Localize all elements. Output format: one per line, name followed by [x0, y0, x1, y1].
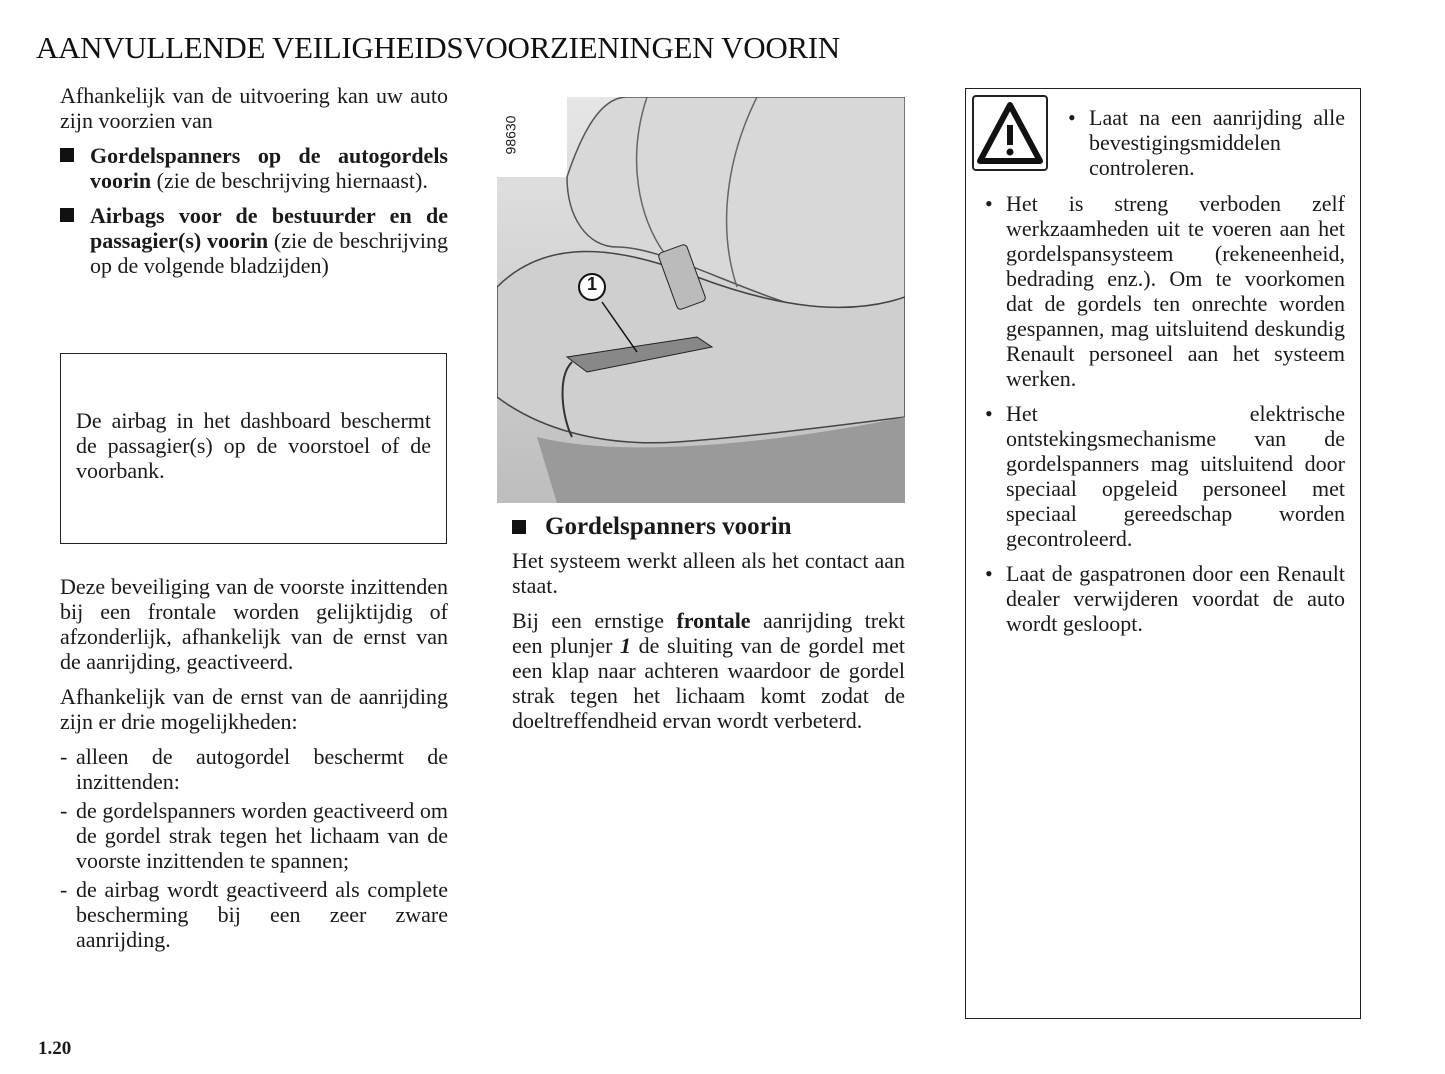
section-heading [512, 513, 905, 541]
list-item [90, 203, 448, 278]
paragraph: Deze beveiliging van de voorste inzittenden bij een frontale worden gelijktijdig of afzonderlijk, afhankelijk van de ernst van de aanrijding, geactiveerd. [60, 574, 448, 674]
intro-text: Afhankelijk van de uitvoering kan uw auto zijn voorzien van [60, 83, 448, 133]
warning-bullet [985, 401, 1345, 551]
info-box-text: De airbag in het dashboard beschermt de passagier(s) op de voorstoel of de voorbank. [76, 408, 431, 483]
dash-item: - de gordelspanners worden geactiveerd om de gordel strak tegen het lichaam van de voorste inzittenden te spannen; [60, 798, 448, 873]
paragraph: Het systeem werkt alleen als het contact aan staat. [512, 548, 905, 598]
list-item [90, 143, 448, 193]
bullet-icon: • [985, 401, 993, 426]
dash-item: - de airbag wordt geactiveerd als complete bescherming bij een zeer zware aanrijding. [60, 877, 448, 952]
bullet-icon: • [1068, 105, 1076, 130]
left-column [60, 83, 448, 288]
dash-item: - alleen de autogordel beschermt de inzittenden: [60, 744, 448, 794]
item-rest: (zie de beschrijving op de volgende bladzijden) [90, 228, 448, 278]
bullet-text: Laat de gaspatronen door een Renault dealer verwijderen voordat de auto wordt gesloopt. [1006, 561, 1345, 636]
bold-run: frontale [676, 608, 751, 633]
middle-column [512, 513, 905, 743]
item-rest: (zie de beschrijving hiernaast). [151, 168, 428, 193]
seatbelt-tensioner-illustration [497, 97, 905, 503]
warning-box [965, 88, 1361, 1019]
text-run: aanrijding trekt een plunjer [512, 608, 905, 658]
item-bold: Airbags voor de bestuurder en de passagier(s) voorin [90, 203, 448, 253]
page-number: 1.20 [38, 1038, 72, 1059]
bullet-text: Laat na een aanrijding alle bevestigingsmiddelen controleren. [1089, 105, 1345, 180]
callout-number: 1 [586, 274, 597, 294]
warning-triangle-icon [972, 95, 1048, 171]
square-bullet-icon [60, 148, 74, 162]
plunger-number: 1 [620, 633, 632, 658]
page-title: AANVULLENDE VEILIGHEIDSVOORZIENINGEN VOORIN [36, 30, 840, 65]
bullet-icon: • [985, 561, 993, 586]
square-bullet-icon [512, 520, 526, 534]
warning-bullet [985, 561, 1345, 636]
text-run: de sluiting van de gordel met een klap naar achteren waardoor de gordel strak tegen het lichaam komt zodat de doeltreffendheid ervan wordt verbeterd. [512, 633, 905, 733]
item-bold: Gordelspanners op de autogordels voorin [90, 143, 448, 193]
info-box [60, 353, 447, 544]
heading-text: Gordelspanners voorin [545, 513, 792, 540]
bullet-text: Het elektrische ontstekingsmechanisme van de gordelspanners mag uitsluitend door speciaal opgeleid personeel met speciaal gereedschap worden gecontroleerd. [1006, 401, 1345, 551]
text-run: Bij een ernstige [512, 608, 677, 633]
warning-bullet [985, 191, 1345, 391]
bullet-icon: • [985, 191, 993, 216]
bullet-text: Het is streng verboden zelf werkzaamheden uit te voeren aan het gordelspansysteem (rekeneenheid, bedrading enz.). Om te voorkomen dat de gordels ten onrechte worden gespannen, mag uitsluitend deskundig Renault personeel aan het systeem werken. [1006, 191, 1345, 391]
paragraph [512, 608, 905, 733]
seat-illustration [497, 97, 905, 503]
warning-bullet [1068, 105, 1345, 180]
left-lower [60, 574, 448, 956]
paragraph: Afhankelijk van de ernst van de aanrijding zijn er drie mogelijkheden: [60, 684, 448, 734]
figure-code: 98630 [502, 115, 519, 155]
square-bullet-icon [60, 208, 74, 222]
